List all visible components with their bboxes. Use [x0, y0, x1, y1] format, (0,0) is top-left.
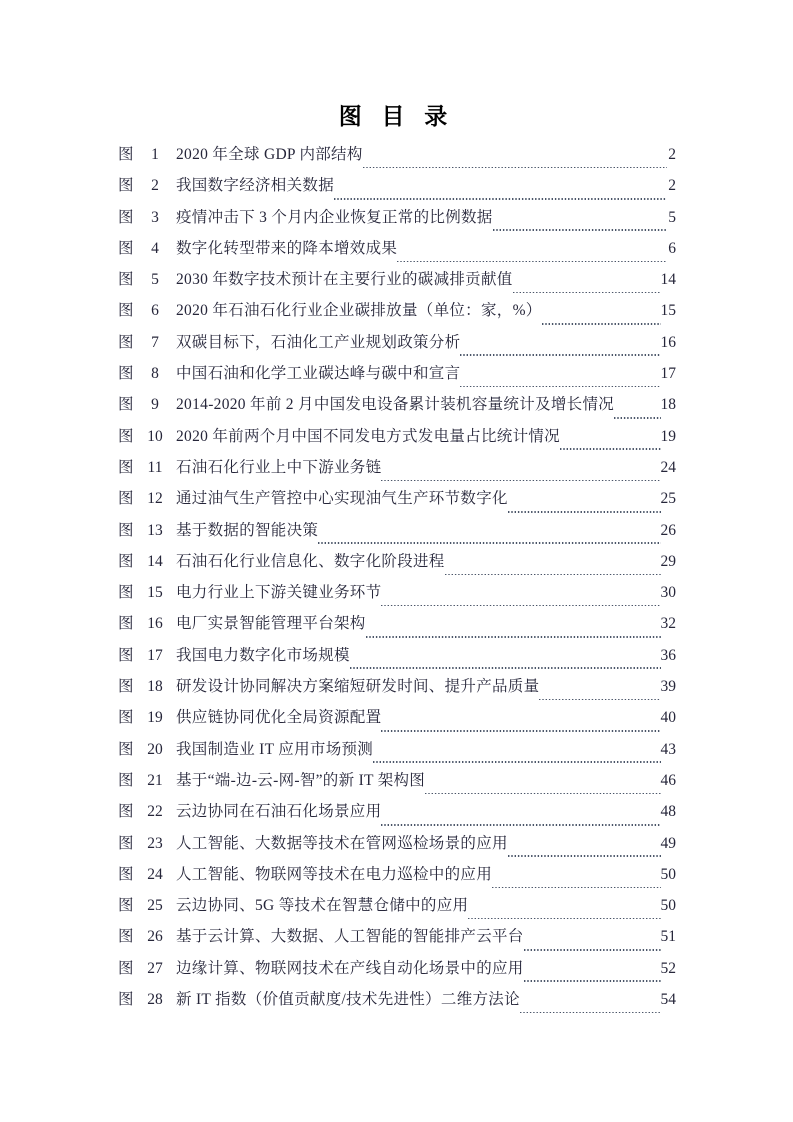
dot-leader — [397, 247, 667, 262]
toc-entry[interactable] — [118, 640, 676, 671]
toc-entry-label: 图 — [118, 928, 134, 946]
dot-leader — [508, 498, 661, 513]
toc-entry-title: 我国制造业 IT 应用市场预测 — [176, 740, 374, 758]
toc-entry-label: 图 — [118, 177, 134, 195]
toc-entry-number: 17 — [147, 646, 163, 664]
toc-entry-label: 图 — [118, 615, 134, 633]
toc-entry[interactable] — [118, 859, 676, 890]
toc-entry-page-number: 17 — [660, 365, 676, 383]
toc-entry[interactable] — [118, 984, 676, 1015]
toc-entry[interactable] — [118, 295, 676, 326]
dot-leader — [560, 435, 661, 450]
toc-entry-number: 8 — [151, 365, 159, 383]
toc-entry-page-number: 18 — [660, 396, 676, 414]
toc-entry-page-number: 19 — [660, 427, 676, 445]
toc-entry[interactable] — [118, 734, 676, 765]
toc-entry[interactable] — [118, 890, 676, 921]
toc-entry[interactable] — [118, 358, 676, 389]
toc-entry-title: 人工智能、大数据等技术在管网巡检场景的应用 — [176, 834, 508, 852]
toc-entry-page-number: 49 — [660, 834, 676, 852]
toc-entry-label: 图 — [118, 458, 134, 476]
toc-entry-page-number: 2 — [668, 146, 676, 163]
toc-entry-page-number: 40 — [660, 709, 676, 727]
toc-entry-label: 图 — [118, 865, 134, 883]
toc-entry-title: 石油石化行业信息化、数字化阶段进程 — [176, 552, 445, 570]
toc-entry-label: 图 — [118, 521, 134, 539]
toc-entry[interactable] — [118, 577, 676, 608]
toc-entry-title: 数字化转型带来的降本增效成果 — [176, 239, 398, 257]
toc-entry-page-number: 25 — [660, 490, 676, 508]
toc-entry-number: 23 — [147, 834, 163, 852]
toc-entry-title: 我国数字经济相关数据 — [176, 177, 335, 195]
toc-entry-label: 图 — [118, 897, 134, 915]
toc-entry-page-number: 2 — [668, 177, 676, 195]
toc-entry-title: 2030 年数字技术预计在主要行业的碳减排贡献值 — [176, 271, 513, 289]
toc-entry[interactable] — [118, 702, 676, 733]
dot-leader — [366, 623, 661, 638]
toc-entry[interactable] — [118, 389, 676, 420]
toc-entry-title: 新 IT 指数（价值贡献度/技术先进性）二维方法论 — [176, 991, 520, 1009]
toc-entry[interactable] — [118, 327, 676, 358]
toc-entry-page-number: 26 — [660, 521, 676, 539]
table-of-figures — [118, 139, 676, 1015]
toc-entry[interactable] — [118, 515, 676, 546]
dot-leader — [468, 904, 660, 919]
dot-leader — [381, 811, 660, 826]
page-title: 图 目 录 — [338, 104, 455, 129]
toc-entry[interactable] — [118, 796, 676, 827]
toc-entry-number: 24 — [147, 865, 163, 883]
toc-entry-page-number: 6 — [668, 239, 676, 257]
toc-entry[interactable] — [118, 921, 676, 952]
toc-entry-page-number: 46 — [660, 771, 676, 789]
toc-entry-page-number: 32 — [660, 615, 676, 633]
dot-leader — [492, 873, 660, 888]
toc-entry-title: 双碳目标下，石油化工产业规划政策分析 — [176, 333, 461, 351]
toc-entry-page-number: 36 — [660, 646, 676, 664]
dot-leader — [524, 936, 661, 951]
toc-entry[interactable] — [118, 170, 676, 201]
toc-entry-page-number: 50 — [660, 865, 676, 883]
toc-entry-number: 12 — [147, 490, 163, 508]
toc-entry-page-number: 39 — [660, 678, 676, 696]
dot-leader — [425, 779, 660, 794]
toc-entry-page-number: 16 — [660, 333, 676, 351]
toc-entry-label: 图 — [118, 239, 134, 257]
toc-entry[interactable] — [118, 139, 676, 170]
toc-entry-title: 2020 年石油石化行业企业碳排放量（单位：家，%） — [176, 302, 542, 320]
toc-entry-label: 图 — [118, 271, 134, 289]
toc-entry-page-number: 51 — [660, 928, 676, 946]
toc-entry-page-number: 15 — [660, 302, 676, 320]
dot-leader — [445, 560, 661, 575]
toc-entry-title: 疫情冲击下 3 个月内企业恢复正常的比例数据 — [176, 208, 493, 226]
toc-entry-page-number: 29 — [660, 552, 676, 570]
dot-leader — [493, 216, 667, 231]
toc-entry-title: 中国石油和化学工业碳达峰与碳中和宣言 — [176, 365, 461, 383]
toc-entry-title: 云边协同、5G 等技术在智慧仓储中的应用 — [176, 897, 469, 915]
dot-leader — [508, 842, 661, 857]
toc-entry-number: 4 — [151, 239, 159, 257]
toc-entry[interactable] — [118, 421, 676, 452]
dot-leader — [614, 404, 660, 419]
toc-entry-title: 边缘计算、物联网技术在产线自动化场景中的应用 — [176, 959, 524, 977]
toc-entry-label: 图 — [118, 803, 134, 821]
toc-entry-title: 2020 年前两个月中国不同发电方式发电量占比统计情况 — [176, 427, 560, 445]
toc-entry-label: 图 — [118, 552, 134, 570]
toc-entry[interactable] — [118, 765, 676, 796]
toc-entry-number: 10 — [147, 427, 163, 445]
toc-entry-title: 电力行业上下游关键业务环节 — [176, 584, 382, 602]
toc-entry[interactable] — [118, 953, 676, 984]
toc-entry-title: 基于云计算、大数据、人工智能的智能排产云平台 — [176, 928, 524, 946]
toc-entry-number: 19 — [147, 709, 163, 727]
toc-entry[interactable] — [118, 671, 676, 702]
toc-entry-title: 我国电力数字化市场规模 — [176, 646, 350, 664]
toc-entry-number: 18 — [147, 678, 163, 696]
toc-entry[interactable] — [118, 264, 676, 295]
toc-entry-page-number: 52 — [660, 959, 676, 977]
dot-leader — [381, 591, 660, 606]
toc-entry-label: 图 — [118, 427, 134, 445]
toc-entry-title: 石油石化行业上中下游业务链 — [176, 458, 382, 476]
dot-leader — [513, 278, 661, 293]
toc-entry[interactable] — [118, 483, 676, 514]
dot-leader — [334, 185, 667, 200]
toc-entry-page-number: 5 — [668, 208, 676, 226]
toc-entry-number: 22 — [147, 803, 163, 821]
toc-entry-label: 图 — [118, 208, 134, 226]
toc-entry-number: 13 — [147, 521, 163, 539]
dot-leader — [460, 372, 660, 387]
toc-entry-page-number: 54 — [660, 991, 676, 1009]
toc-entry-label: 图 — [118, 584, 134, 602]
dot-leader — [381, 717, 660, 732]
toc-entry-title: 供应链协同优化全局资源配置 — [176, 709, 382, 727]
toc-entry-page-number: 24 — [660, 458, 676, 476]
dot-leader — [373, 748, 660, 763]
toc-entry-page-number: 30 — [660, 584, 676, 602]
dot-leader — [520, 998, 661, 1013]
toc-entry-title: 2014-2020 年前 2 月中国发电设备累计装机容量统计及增长情况 — [176, 396, 615, 414]
toc-entry[interactable] — [118, 608, 676, 639]
dot-leader — [363, 153, 667, 168]
toc-entry-label: 图 — [118, 678, 134, 696]
toc-entry-number: 21 — [147, 771, 163, 789]
toc-entry-title: 基于“端-边-云-网-智”的新 IT 架构图 — [176, 771, 426, 789]
toc-entry-label: 图 — [118, 646, 134, 664]
toc-entry-title: 基于数据的智能决策 — [176, 521, 319, 539]
toc-entry-number: 20 — [147, 740, 163, 758]
toc-entry-number: 16 — [147, 615, 163, 633]
toc-entry-title: 研发设计协同解决方案缩短研发时间、提升产品质量 — [176, 678, 540, 696]
toc-entry-title: 2020 年全球 GDP 内部结构 — [176, 146, 363, 163]
dot-leader — [539, 685, 660, 700]
toc-entry-label: 图 — [118, 490, 134, 508]
toc-entry-label: 图 — [118, 302, 134, 320]
toc-entry-label: 图 — [118, 396, 134, 414]
toc-entry-number: 11 — [147, 458, 163, 476]
toc-entry-label: 图 — [118, 959, 134, 977]
toc-entry-number: 3 — [151, 208, 159, 226]
toc-entry-number: 25 — [147, 897, 163, 915]
toc-entry-title: 电厂实景智能管理平台架构 — [176, 615, 366, 633]
dot-leader — [318, 529, 660, 544]
toc-entry-page-number: 14 — [660, 271, 676, 289]
toc-entry-number: 1 — [151, 146, 159, 163]
dot-leader — [524, 967, 661, 982]
toc-entry-page-number: 48 — [660, 803, 676, 821]
toc-entry[interactable] — [118, 828, 676, 859]
toc-entry-label: 图 — [118, 771, 134, 789]
toc-entry-label: 图 — [118, 146, 134, 163]
toc-entry-number: 26 — [147, 928, 163, 946]
toc-entry-label: 图 — [118, 740, 134, 758]
toc-entry-title: 云边协同在石油石化场景应用 — [176, 803, 382, 821]
toc-entry-label: 图 — [118, 709, 134, 727]
toc-entry-number: 5 — [151, 271, 159, 289]
toc-entry-label: 图 — [118, 333, 134, 351]
toc-entry-label: 图 — [118, 365, 134, 383]
toc-entry[interactable] — [118, 452, 676, 483]
toc-entry-number: 14 — [147, 552, 163, 570]
toc-entry-number: 27 — [147, 959, 163, 977]
dot-leader — [381, 466, 660, 481]
toc-entry[interactable] — [118, 546, 676, 577]
toc-entry-number: 15 — [147, 584, 163, 602]
dot-leader — [542, 310, 661, 325]
toc-entry-title: 人工智能、物联网等技术在电力巡检中的应用 — [176, 865, 493, 883]
toc-entry-title: 通过油气生产管控中心实现油气生产环节数字化 — [176, 490, 508, 508]
dot-leader — [350, 654, 661, 669]
dot-leader — [460, 341, 660, 356]
toc-entry-number: 28 — [147, 991, 163, 1009]
toc-entry-label: 图 — [118, 991, 134, 1009]
toc-entry[interactable] — [118, 202, 676, 233]
toc-entry-number: 7 — [151, 333, 159, 351]
toc-entry[interactable] — [118, 233, 676, 264]
toc-entry-number: 2 — [151, 177, 159, 195]
toc-entry-number: 6 — [151, 302, 159, 320]
toc-entry-page-number: 43 — [660, 740, 676, 758]
toc-entry-page-number: 50 — [660, 897, 676, 915]
toc-entry-label: 图 — [118, 834, 134, 852]
toc-entry-number: 9 — [151, 396, 159, 414]
